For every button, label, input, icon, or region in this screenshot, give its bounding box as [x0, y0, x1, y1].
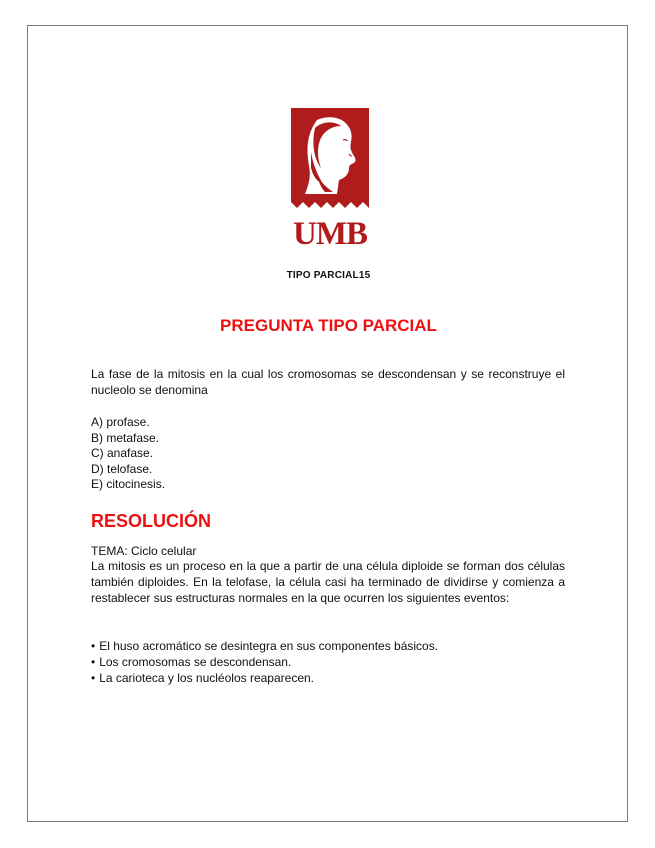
- events-list: [91, 638, 438, 686]
- bullet-icon: •: [91, 639, 96, 653]
- umb-emblem-icon: [287, 106, 373, 214]
- document-code: TIPO PARCIAL15: [286, 270, 371, 281]
- bullet-icon: •: [91, 671, 96, 685]
- option-b: B) metafase.: [91, 430, 160, 445]
- list-item: [91, 670, 438, 686]
- question-title: PREGUNTA TIPO PARCIAL: [220, 316, 437, 335]
- explanation-paragraph: La mitosis es un proceso en la que a partir de una célula diploide se forman dos células también diploides. En la telofase, la célula casi ha terminado de dividirse y comienza a restablecer sus estructuras normales en la que ocurren los siguientes eventos:: [91, 559, 565, 605]
- option-a: A) profase.: [91, 415, 150, 429]
- list-item: [91, 638, 438, 654]
- bullet-icon: •: [91, 655, 96, 669]
- resolution-title: RESOLUCIÓN: [91, 511, 212, 531]
- topic-line: TEMA: Ciclo celular: [91, 544, 197, 558]
- answer-options: [91, 415, 165, 493]
- event-text: La carioteca y los nucléolos reaparecen.: [99, 671, 314, 685]
- list-item: [91, 654, 438, 670]
- event-text: Los cromosomas se descondensan.: [99, 655, 292, 669]
- option-e: E) citocinesis.: [91, 477, 166, 491]
- document-page: [27, 25, 628, 822]
- question-text: La fase de la mitosis en la cual los cromosomas se descondensan y se reconstruye el nucleolo se denomina: [91, 367, 565, 397]
- option-d: D) telofase.: [91, 461, 153, 476]
- option-c: C) anafase.: [91, 446, 154, 460]
- umb-logo: [287, 106, 373, 256]
- event-text: El huso acromático se desintegra en sus componentes básicos.: [99, 639, 439, 653]
- logo-text: UMB: [293, 216, 367, 252]
